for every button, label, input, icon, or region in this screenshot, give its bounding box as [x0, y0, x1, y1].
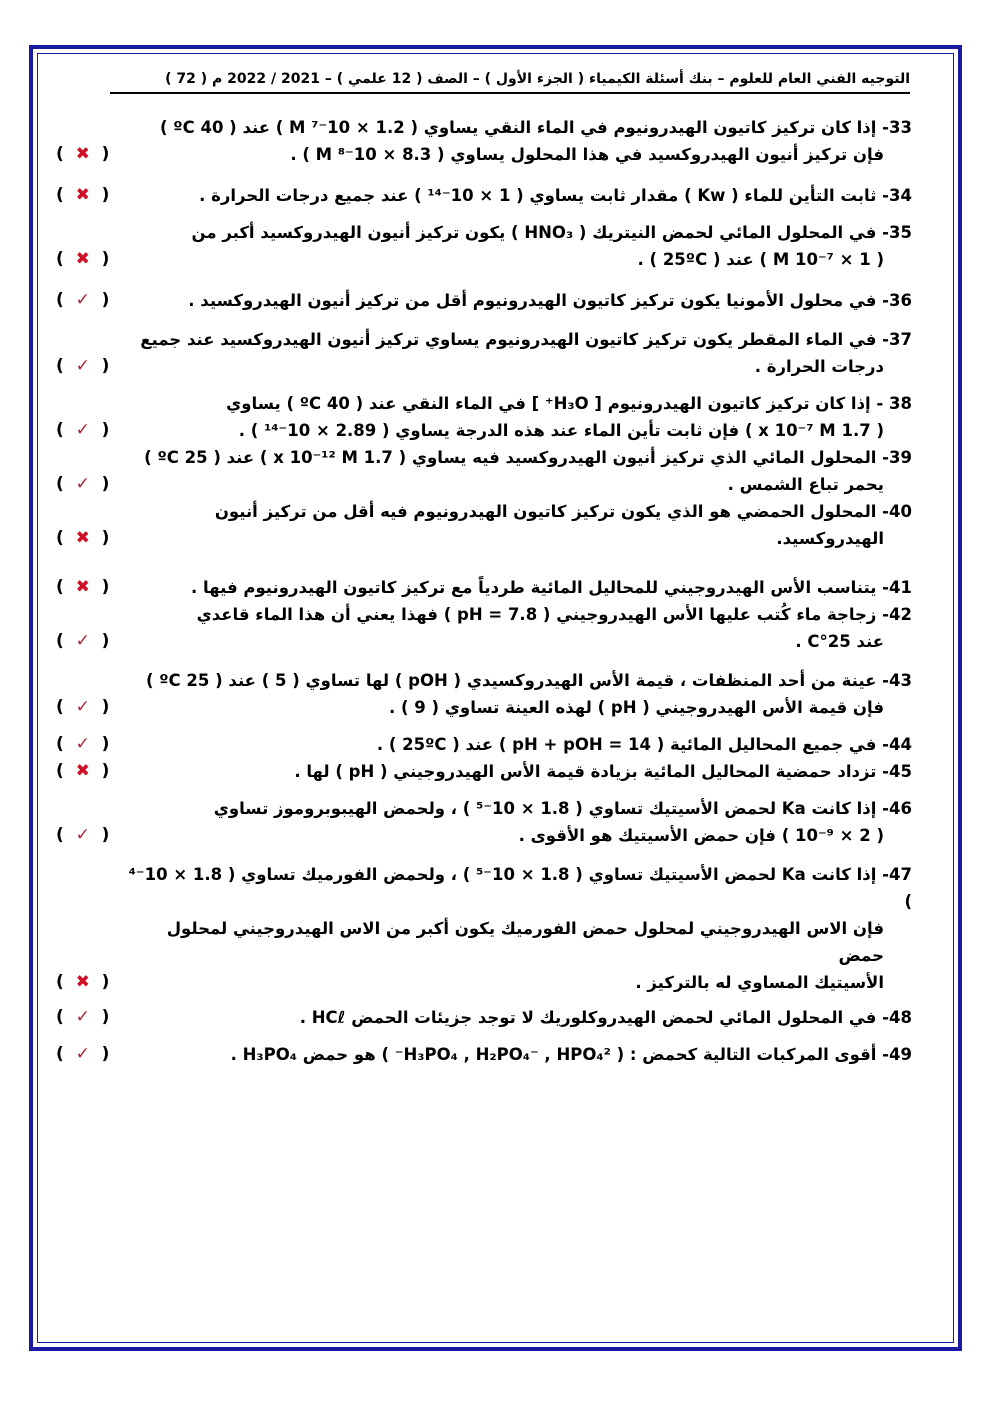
check-icon: ✓ [75, 474, 90, 494]
question-number: 37- [876, 330, 912, 349]
question-item [48, 498, 912, 552]
answer-mark: ( ✓ ) [56, 417, 109, 444]
answer-mark: ( ✖ ) [56, 969, 109, 996]
check-icon: ✓ [75, 290, 90, 310]
answer-mark: ( ✓ ) [56, 731, 109, 758]
question-line: عند 25°C . [795, 632, 884, 651]
question-line: 44- في جميع المحاليل المائية ( pH + pOH = 14 ) عند ( 25ºC ) . [376, 735, 912, 754]
question-item [48, 795, 912, 849]
question-number: 33- [876, 118, 912, 137]
page-header: التوجيه الفني العام للعلوم – بنك أسئلة الكيمياء ( الجزء الأول ) – الصف ( 12 علمي ) – 2021 / 2022 م ( 72 ) [110, 70, 910, 94]
question-line: 46- إذا كانت Ka لحمض الأسيتيك تساوي ( 1.8 × 10⁻⁵ ) ، ولحمض الهيبوبروموز تساوي [213, 799, 912, 818]
answer-mark: ( ✓ ) [56, 822, 109, 849]
question-line: 45- تزداد حمضية المحاليل المائية بزيادة قيمة الأس الهيدروجيني ( pH ) لها . [294, 762, 912, 781]
question-number: 36- [876, 291, 912, 310]
cross-icon: ✖ [75, 249, 90, 269]
question-line: الهيدروكسيد. [776, 529, 884, 548]
question-line: يحمر تباع الشمس . [727, 475, 884, 494]
question-item [48, 574, 912, 601]
check-icon: ✓ [75, 825, 90, 845]
answer-mark: ( ✓ ) [56, 1004, 109, 1031]
question-number: 45- [876, 762, 912, 781]
question-line: ( 1.7 x 10⁻⁷ M ) فإن ثابت تأين الماء عند هذه الدرجة يساوي ( 2.89 × 10⁻¹⁴ ) . [238, 421, 884, 440]
answer-mark: ( ✖ ) [56, 141, 109, 168]
check-icon: ✓ [75, 1007, 90, 1027]
check-icon: ✓ [75, 1044, 90, 1064]
answer-mark: ( ✖ ) [56, 574, 109, 601]
question-item [48, 731, 912, 758]
question-item [48, 1041, 912, 1068]
cross-icon: ✖ [75, 577, 90, 597]
check-icon: ✓ [75, 697, 90, 717]
question-item [48, 1004, 912, 1031]
question-number: 39- [876, 448, 912, 467]
question-line: فإن قيمة الأس الهيدروجيني ( pH ) لهذه العينة تساوي ( 9 ) . [388, 698, 884, 717]
answer-mark: ( ✓ ) [56, 694, 109, 721]
question-item [48, 667, 912, 721]
question-item [48, 601, 912, 655]
question-item [48, 219, 912, 273]
answer-mark: ( ✓ ) [56, 353, 109, 380]
cross-icon: ✖ [75, 972, 90, 992]
question-number: 42- [876, 605, 912, 624]
question-line: فإن الاس الهيدروجيني لمحلول حمض الفورميك يكون أكبر من الاس الهيدروجيني لمحلول حمض [166, 919, 884, 965]
question-number: 43- [876, 671, 912, 690]
question-line: الأسيتيك المساوي له بالتركيز . [635, 973, 884, 992]
question-number: 38 - [870, 394, 912, 413]
question-line: ( 2 × 10⁻⁹ ) فإن حمض الأسيتيك هو الأقوى . [518, 826, 884, 845]
question-line: 37- في الماء المقطر يكون تركيز كاتيون الهيدرونيوم يساوي تركيز أنيون الهيدروكسيد عند جميع [140, 330, 912, 349]
question-number: 41- [876, 578, 912, 597]
question-number: 48- [876, 1008, 912, 1027]
question-item [48, 861, 912, 996]
question-number: 44- [876, 735, 912, 754]
check-icon: ✓ [75, 631, 90, 651]
question-line: ( 1 × 10⁻⁷ M ) عند ( 25ºC ) . [637, 250, 884, 269]
answer-mark: ( ✓ ) [56, 287, 109, 314]
question-line: 36- في محلول الأمونيا يكون تركيز كاتيون الهيدرونيوم أقل من تركيز أنيون الهيدروكسيد . [188, 291, 912, 310]
check-icon: ✓ [75, 734, 90, 754]
cross-icon: ✖ [75, 528, 90, 548]
question-line: فإن تركيز أنيون الهيدروكسيد في هذا المحلول يساوي ( 8.3 × 10⁻⁸ M ) . [290, 145, 884, 164]
cross-icon: ✖ [75, 185, 90, 205]
question-item [48, 390, 912, 444]
question-number: 46- [876, 799, 912, 818]
check-icon: ✓ [75, 420, 90, 440]
answer-mark: ( ✓ ) [56, 471, 109, 498]
question-number: 40- [876, 502, 912, 521]
question-item [48, 444, 912, 498]
answer-mark: ( ✖ ) [56, 246, 109, 273]
question-number: 47- [876, 865, 912, 884]
question-line: 33- إذا كان تركيز كاتيون الهيدرونيوم في الماء النقي يساوي ( 1.2 × 10⁻⁷ M ) عند ( 40 ºC ) [160, 118, 912, 137]
question-line: 41- يتناسب الأس الهيدروجيني للمحاليل المائية طردياً مع تركيز كاتيون الهيدرونيوم فيها . [190, 578, 912, 597]
question-line: 39- المحلول المائي الذي تركيز أنيون الهيدروكسيد فيه يساوي ( 1.7 x 10⁻¹² M ) عند ( 25 ºC ) [144, 448, 912, 467]
question-item [48, 182, 912, 209]
questions-list [48, 114, 912, 1068]
check-icon: ✓ [75, 356, 90, 376]
question-line: درجات الحرارة . [754, 357, 884, 376]
question-line: 38 - إذا كان تركيز كاتيون الهيدرونيوم [ H₃O⁺ ] في الماء النقي عند ( 40 ºC ) يساوي [226, 394, 912, 413]
question-item [48, 758, 912, 785]
question-line: 35- في المحلول المائي لحمض النيتريك ( HNO₃ ) يكون تركيز أنيون الهيدروكسيد أكبر من [191, 223, 912, 242]
answer-mark: ( ✖ ) [56, 182, 109, 209]
answer-mark: ( ✖ ) [56, 525, 109, 552]
question-line: 42- زجاجة ماء كُتب عليها الأس الهيدروجيني ( pH = 7.8 ) فهذا يعني أن هذا الماء قاعدي [196, 605, 912, 624]
question-line: 34- ثابت التأين للماء ( Kw ) مقدار ثابت يساوي ( 1 × 10⁻¹⁴ ) عند جميع درجات الحرارة . [199, 186, 912, 205]
answer-mark: ( ✖ ) [56, 758, 109, 785]
question-item [48, 326, 912, 380]
question-item [48, 287, 912, 314]
question-line: 40- المحلول الحمضي هو الذي يكون تركيز كاتيون الهيدرونيوم فيه أقل من تركيز أنيون [214, 502, 912, 521]
answer-mark: ( ✓ ) [56, 628, 109, 655]
question-line: 48- في المحلول المائي لحمض الهيدروكلوريك لا توجد جزيئات الحمض HCℓ . [299, 1008, 912, 1027]
cross-icon: ✖ [75, 761, 90, 781]
question-line: 43- عينة من أحد المنظفات ، قيمة الأس الهيدروكسيدي ( pOH ) لها تساوي ( 5 ) عند ( 25 ºC ) [145, 671, 912, 690]
question-number: 35- [876, 223, 912, 242]
question-line: 49- أقوى المركبات التالية كحمض : ( H₃PO₄ , H₂PO₄⁻ , HPO₄²⁻ ) هو حمض H₃PO₄ . [230, 1045, 912, 1064]
question-number: 34- [876, 186, 912, 205]
question-number: 49- [876, 1045, 912, 1064]
question-line: 47- إذا كانت Ka لحمض الأسيتيك تساوي ( 1.8 × 10⁻⁵ ) ، ولحمض الفورميك تساوي ( 1.8 × 10⁻⁴ ) [128, 865, 912, 911]
answer-mark: ( ✓ ) [56, 1041, 109, 1068]
question-item [48, 114, 912, 168]
cross-icon: ✖ [75, 144, 90, 164]
